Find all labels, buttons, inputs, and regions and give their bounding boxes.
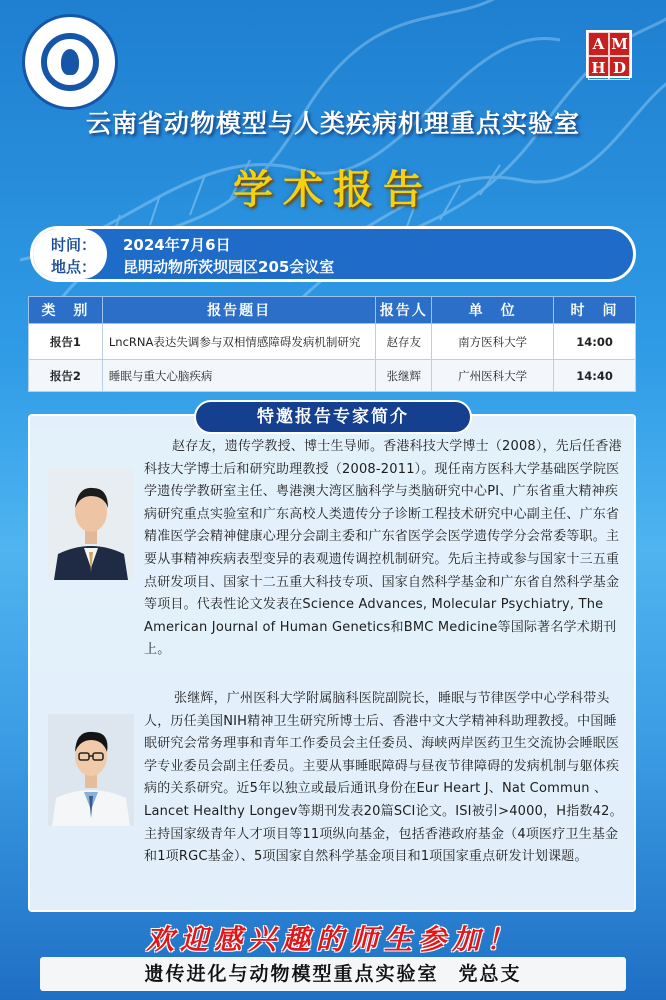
report-kind: 报告1: [29, 324, 103, 360]
report-topic: LncRNA表达失调参与双相情感障碍发病机制研究: [102, 324, 375, 360]
badge-letter: H: [588, 56, 609, 80]
table-row: [29, 324, 636, 360]
badge-letter: M: [609, 32, 630, 56]
table-row: [29, 360, 636, 392]
report-unit: 广州医科大学: [432, 360, 554, 392]
schedule-table: [28, 296, 636, 392]
speaker-photo-zhang: [48, 714, 134, 826]
table-header-row: [29, 297, 636, 324]
column-header: 时 间: [554, 297, 636, 324]
column-header: 报告人: [376, 297, 432, 324]
organizer-name: 遗传进化与动物模型重点实验室: [144, 963, 439, 985]
lab-title: 云南省动物模型与人类疾病机理重点实验室: [85, 109, 580, 138]
time-place-values: [107, 229, 334, 279]
report-kind: 报告2: [29, 360, 103, 392]
institute-logo: [22, 14, 118, 110]
report-unit: 南方医科大学: [432, 324, 554, 360]
time-label: 时间：: [51, 236, 97, 254]
organizer-branch: 党总支: [458, 963, 522, 985]
badge-letter: D: [609, 56, 630, 80]
place-label: 地点：: [51, 258, 97, 276]
welcome-banner: 欢迎感兴趣的师生参加！: [145, 923, 520, 956]
logo-emblem-icon: [41, 33, 99, 91]
experts-section-title: 特邀报告专家简介: [194, 400, 472, 434]
report-speaker: 赵存友: [376, 324, 432, 360]
time-place-labels: [33, 229, 107, 279]
report-title: 学术报告: [233, 167, 433, 213]
column-header: 报告题目: [102, 297, 375, 324]
report-time: 14:40: [554, 360, 636, 392]
report-time: 14:00: [554, 324, 636, 360]
speaker-bio-zhao: 赵存友，遗传学教授、博士生导师。香港科技大学博士（2008），先后任香港科技大学博士后和研究助理教授（2008-2011）。现任南方医科大学基础医学院医学遗传学教研室主任、粤港澳大湾区脑科学与类脑研究中心PI、广东省重大精神疾病研究重点实验室和广东高校人类遗传分子诊断工程技术研究中心副主任、广东省精准医学会精神健康心理分会副主委和广东省医学会医学遗传学分会常委等职。主要从事精神疾病表型变异的表观遗传调控机制研究。先后主持或参与国家十三五重点研发项目、国家十二五重大科技专项、国家自然科学基金和广东省自然科学基金等项目。代表性论文发表在Science Advances, Molecular Psychiatry, The American Journal of Human Genetics和BMC Medicine等国际著名学术期刊上。: [144, 439, 622, 658]
speaker-photo-zhao: [48, 468, 134, 580]
column-header: 类 别: [29, 297, 103, 324]
organizer-footer: [40, 957, 626, 991]
amhd-badge: [586, 30, 632, 78]
column-header: 单 位: [432, 297, 554, 324]
badge-letter: A: [588, 32, 609, 56]
speaker-bio-zhang: 张继辉，广州医科大学附属脑科医院副院长，睡眠与节律医学中心学科带头人，历任美国NIH精神卫生研究所博士后、香港中文大学精神科助理教授。中国睡眠研究会常务理事和青年工作委员会主任委员、海峡两岸医药卫生交流协会睡眠医学专业委员会副主任委员。主要从事睡眠障碍与昼夜节律障碍的发病机制与躯体疾病的关系研究。近5年以独立或最后通讯身份在Eur Heart J、Nat Commun 、Lancet Healthy Longev等期刊发表20篇SCI论文。ISI被引>4000，H指数42。主持国家级青年人才项目等11项纵向基金，包括香港政府基金（4项医疗卫生基金和1项RGC基金）、5项国家自然科学基金项目和1项国家重点研发计划课题。: [144, 691, 623, 865]
time-value: 2024年7月6日: [123, 236, 231, 254]
report-topic: 睡眠与重大心脑疾病: [102, 360, 375, 392]
report-speaker: 张继辉: [376, 360, 432, 392]
time-place-box: [30, 226, 636, 282]
place-value: 昆明动物所茨坝园区205会议室: [123, 258, 335, 276]
